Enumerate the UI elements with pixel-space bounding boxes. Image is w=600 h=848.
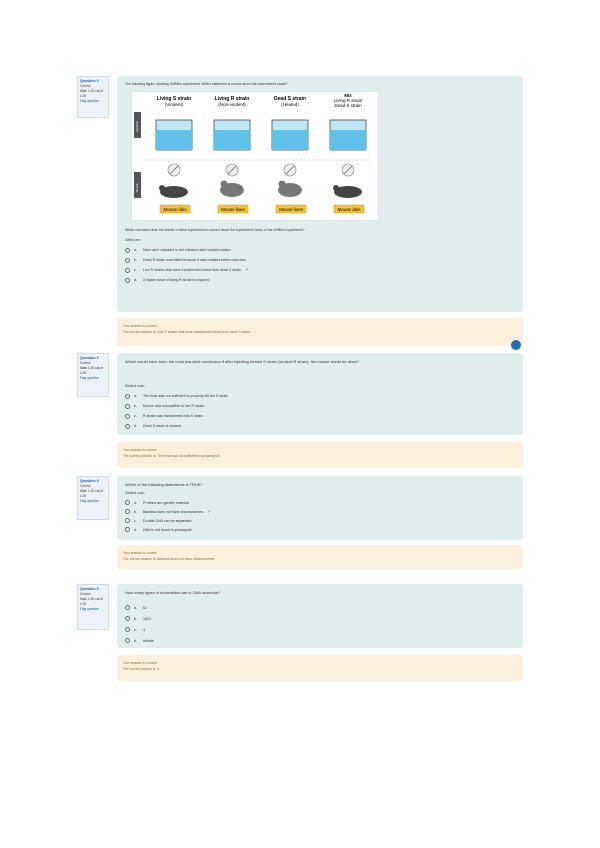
feedback-title: Your answer is correct.: [123, 324, 158, 328]
answer-option[interactable]: a. Mice were resistant to the infection after transformation: [125, 245, 515, 255]
question-number: Question 4: [80, 479, 99, 483]
radio-button[interactable]: [125, 394, 130, 399]
answer-option[interactable]: b. 1024: [125, 613, 515, 624]
result-label: Mouse dies: [163, 207, 187, 212]
question-number: Question 3: [80, 356, 99, 360]
question-text: The following figure, showing Griffith's experiment. Which statement is correct about the experiment's result?: [125, 82, 288, 86]
question-status: Correct: [80, 361, 91, 365]
svg-text:Living R strain: Living R strain: [333, 98, 363, 103]
side-label-injection: Injection: [135, 120, 139, 132]
question-mark: Mark 1.00 out of 1.00: [80, 89, 104, 98]
answer-option[interactable]: b. Dead R strain was killed because it was mutated before injection: [125, 255, 515, 265]
griffith-experiment-figure: [131, 91, 379, 221]
answer-option[interactable]: b. Bacteria does not have chromosomes ✓: [125, 507, 515, 516]
question-status: Correct: [80, 484, 91, 488]
radio-button[interactable]: [125, 268, 130, 273]
feedback-title: Your answer is correct.: [123, 551, 158, 555]
answer-option[interactable]: a. 62: [125, 602, 515, 613]
radio-button[interactable]: [125, 638, 130, 643]
radio-button[interactable]: [125, 527, 130, 532]
question-body-3: [117, 353, 523, 435]
feedback-box-3: [117, 442, 523, 468]
answer-option[interactable]: d. A higher dose of living R strain is required: [125, 275, 515, 285]
feedback-title: Your answer is correct.: [123, 448, 158, 452]
radio-button[interactable]: [125, 509, 130, 514]
feedback-text: The correct answer is: Bacteria does not have chromosomes: [123, 557, 215, 561]
feedback-box-4: [117, 545, 523, 569]
flag-question-link[interactable]: Flag question: [80, 376, 100, 380]
question-body-5: [117, 584, 523, 648]
radio-button[interactable]: [125, 605, 130, 610]
check-icon: ✓: [207, 508, 212, 515]
select-one-label: Select one:: [125, 490, 146, 495]
result-label: Mouse dies: [337, 207, 361, 212]
feedback-title: Your answer is correct.: [123, 661, 158, 665]
feedback-text: The correct answer is: Live R strains that were transformed found from dead S strain: [123, 330, 250, 334]
radio-button[interactable]: [125, 278, 130, 283]
result-label: Mouse lives: [221, 207, 245, 212]
result-label: Mouse lives: [279, 207, 303, 212]
question-text: Which would have been the most plausible conclusion if after injecting heated S strain (virulent R strain), the mouse would be dead?: [125, 359, 359, 364]
svg-text:(Virulent): (Virulent): [164, 102, 184, 107]
select-one-label: Select one:: [125, 238, 141, 242]
svg-text:Living S strain: Living S strain: [156, 96, 192, 102]
svg-text:(Heated): (Heated): [281, 102, 299, 107]
svg-text:Living R strain: Living R strain: [214, 96, 250, 102]
feedback-text: The correct answer is: 4: [123, 667, 160, 671]
question-body-4: [117, 476, 523, 540]
answer-option[interactable]: d. Infinite: [125, 635, 515, 646]
scroll-top-button[interactable]: [511, 340, 521, 350]
question-mark: Mark 1.00 out of 1.00: [80, 489, 104, 498]
question-number: Question 2: [80, 79, 99, 83]
answer-option[interactable]: d. Dead S strain is virulent: [125, 421, 515, 431]
answer-option[interactable]: a. The heat was not sufficient to properly kill the S strain: [125, 391, 515, 401]
feedback-box-5: [117, 655, 523, 681]
svg-text:Dead S strain: Dead S strain: [274, 96, 306, 102]
select-one-label: Select one:: [125, 383, 146, 388]
radio-button[interactable]: [125, 248, 130, 253]
answer-option[interactable]: a. Proteins are genetic material: [125, 498, 515, 507]
radio-button[interactable]: [125, 500, 130, 505]
feedback-box-2: [117, 318, 523, 346]
side-label-result: Result: [135, 183, 139, 192]
answer-option[interactable]: d. DNA is not found in prokaryote: [125, 525, 515, 534]
flag-question-link[interactable]: Flag question: [80, 499, 100, 503]
answer-option[interactable]: c. R strain was transformed into S strain: [125, 411, 515, 421]
check-icon: ✓: [245, 267, 250, 273]
svg-text:(Non-virulent): (Non-virulent): [218, 102, 246, 107]
answer-option[interactable]: b. Mouse was susceptible to live R strain: [125, 401, 515, 411]
question-info-2: [77, 76, 109, 118]
svg-text:Mix: Mix: [344, 93, 352, 98]
feedback-text: The correct answer is: The heat was not sufficient to properly kill: [123, 454, 220, 458]
radio-button[interactable]: [125, 627, 130, 632]
svg-text:Dead S strain: Dead S strain: [334, 103, 362, 108]
question-text: Which of the following statements is TRUE?: [125, 482, 203, 487]
radio-button[interactable]: [125, 616, 130, 621]
question-status: Correct: [80, 592, 91, 596]
question-text: How many types of nucleotides are in DNA molecule?: [125, 590, 221, 595]
answer-option[interactable]: c. 4: [125, 624, 515, 635]
question-prompt: Which conclusion from the results in these experiments is correct about the experiment's factor of the Griffith's experiment?: [125, 228, 305, 232]
radio-button[interactable]: [125, 404, 130, 409]
answer-option[interactable]: c. Double DNA can be separated: [125, 516, 515, 525]
question-mark: Mark 1.00 out of 1.00: [80, 597, 104, 606]
radio-button[interactable]: [125, 518, 130, 523]
question-info-4: [77, 476, 109, 520]
question-status: Correct: [80, 84, 91, 88]
answer-option[interactable]: c. Live R strains that were transformed found from dead S strain ✓: [125, 265, 515, 275]
flag-question-link[interactable]: Flag question: [80, 99, 100, 103]
question-info-3: [77, 353, 109, 397]
radio-button[interactable]: [125, 258, 130, 263]
flag-question-link[interactable]: Flag question: [80, 607, 100, 611]
question-body-2: [117, 76, 523, 312]
question-mark: Mark 1.00 out of 1.00: [80, 366, 104, 375]
question-info-5: [77, 584, 109, 630]
radio-button[interactable]: [125, 424, 130, 429]
question-number: Question 5: [80, 587, 99, 591]
radio-button[interactable]: [125, 414, 130, 419]
